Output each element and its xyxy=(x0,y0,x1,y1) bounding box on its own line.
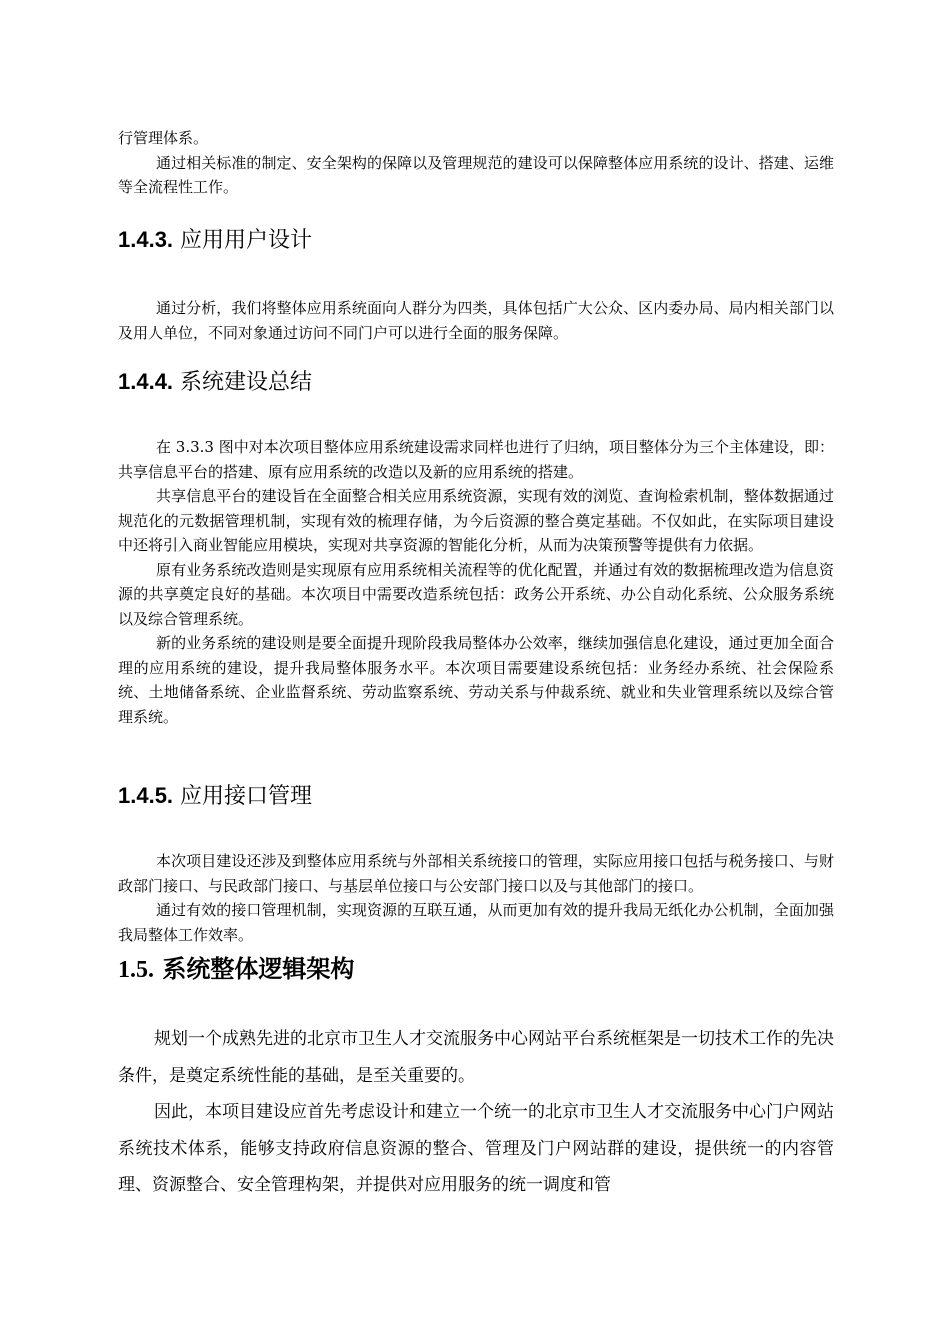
paragraph: 新的业务系统的建设则是要全面提升现阶段我局整体办公效率，继续加强信息化建设，通过更加全面合理的应用系统的建设，提升我局整体服务水平。本次项目需要建设系统包括：业务经办系统、社会保险系统、土地储备系统、企业监督系统、劳动监察系统、劳动关系与仲裁系统、就业和失业管理系统以及综合管理系统。 xyxy=(118,634,834,726)
text-block-2 xyxy=(118,296,834,345)
paragraph: 通过相关标准的制定、安全架构的保障以及管理规范的建设可以保障整体应用系统的设计、搭建、运维等全流程性工作。 xyxy=(118,153,834,196)
paragraph: 因此，本项目建设应首先考虑设计和建立一个统一的北京市卫生人才交流服务中心门户网站系统技术体系，能够支持政府信息资源的整合、管理及门户网站群的建设，提供统一的内容管理、资源整合、安全管理构架，并提供对应用服务的统一调度和管 xyxy=(118,1102,834,1195)
section-number: 1.4.4. xyxy=(118,369,174,394)
section-heading-1-4-4 xyxy=(118,367,312,398)
section-number: 1.4.5. xyxy=(118,783,174,808)
paragraph: 通过分析，我们将整体应用系统面向人群分为四类，具体包括广大公众、区内委办局、局内相关部门以及用人单位，不同对象通过访问不同门户可以进行全面的服务保障。 xyxy=(118,299,834,342)
paragraph: 本次项目建设还涉及到整体应用系统与外部相关系统接口的管理，实际应用接口包括与税务接口、与财政部门接口、与民政部门接口、与基层单位接口与公安部门接口以及与其他部门的接口。 xyxy=(118,852,834,895)
section-title: 系统整体逻辑架构 xyxy=(154,954,355,983)
text-block-4 xyxy=(118,849,834,947)
section-title: 系统建设总结 xyxy=(173,370,313,395)
section-title: 应用用户设计 xyxy=(173,228,313,253)
text-block-3 xyxy=(118,435,834,729)
paragraph: 通过有效的接口管理机制，实现资源的互联互通，从而更加有效的提升我局无纸化办公机制，全面加强我局整体工作效率。 xyxy=(118,901,834,944)
text-block-1 xyxy=(118,126,834,200)
paragraph: 规划一个成熟先进的北京市卫生人才交流服务中心网站平台系统框架是一切技术工作的先决条件，是奠定系统性能的基础，是至关重要的。 xyxy=(118,1029,834,1086)
paragraph: 行管理体系。 xyxy=(118,129,209,147)
section-heading-1-4-5 xyxy=(118,781,312,812)
paragraph: 原有业务系统改造则是实现原有应用系统相关流程等的优化配置，并通过有效的数据梳理改造为信息资源的共享奠定良好的基础。本次项目中需要改造系统包括：政务公开系统、办公自动化系统、公众服务系统以及综合管理系统。 xyxy=(118,560,834,628)
paragraph: 共享信息平台的建设旨在全面整合相关应用系统资源，实现有效的浏览、查询检索机制，整体数据通过规范化的元数据管理机制，实现有效的梳理存储，为今后资源的整合奠定基础。不仅如此，在实际项目建设中还将引入商业智能应用模块，实现对共享资源的智能化分析，从而为决策预警等提供有力依据。 xyxy=(118,487,834,554)
text-block-5 xyxy=(118,1021,834,1204)
paragraph: 在 3.3.3 图中对本次项目整体应用系统建设需求同样也进行了归纳，项目整体分为三个主体建设，即：共享信息平台的搭建、原有应用系统的改造以及新的应用系统的搭建。 xyxy=(118,438,834,481)
section-heading-1-5 xyxy=(118,953,354,986)
section-number: 1.4.3. xyxy=(118,227,174,252)
section-heading-1-4-3 xyxy=(118,225,312,256)
section-title: 应用接口管理 xyxy=(173,784,313,809)
section-number: 1.5. xyxy=(118,957,154,983)
